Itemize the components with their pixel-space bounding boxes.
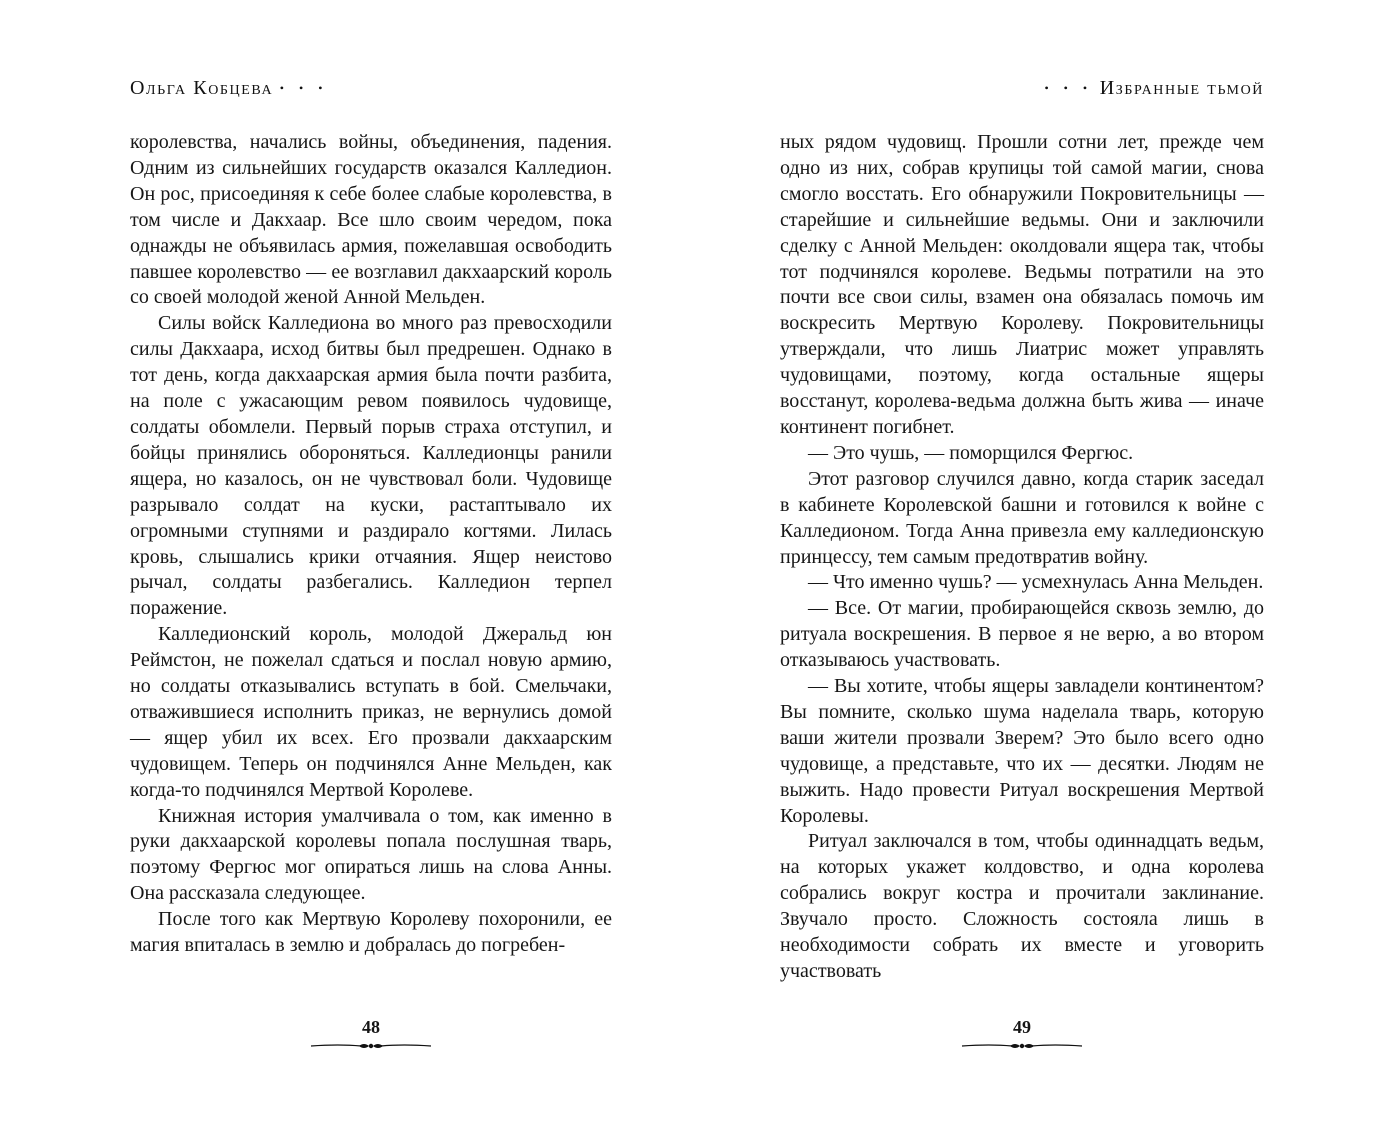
page-number: 49 xyxy=(1013,1017,1031,1037)
paragraph: Этот разговор случился давно, когда старик заседал в кабинете Королевской башни и готовился к войне с Калледионом. Тогда Анна привезла ему калледионскую принцессу, тем самым предотвратив войну. xyxy=(780,467,1264,568)
paragraph: — Все. От магии, пробирающейся сквозь землю, до ритуала воскрешения. В первое я не верю, а во втором отказываюсь участвовать. xyxy=(780,597,1264,672)
flourish-ornament-icon xyxy=(960,1041,1084,1051)
page-number-block xyxy=(130,1017,612,1051)
paragraph: ных рядом чудовищ. Прошли сотни лет, прежде чем одно из них, собрав крупицы той самой магии, снова смогло восстать. Его обнаружили Покровительницы — старейшие и сильнейшие ведьмы. Они и заключили сделку с Анной Мельден: околдовали ящера так, чтобы тот подчинялся королеве. Ведьмы потратили на это почти все свои силы, взамен она обязалась помочь им воскресить Мертвую Королеву. Покровительницы утверждали, что лишь Лиатрис может управлять чудовищами, поэтому, когда остальные ящеры восстанут, королева-ведьма должна быть жива — иначе континент погибнет. xyxy=(780,131,1264,438)
book-title: Избранные тьмой xyxy=(1099,77,1264,99)
page-number-block xyxy=(780,1017,1264,1051)
running-head-author xyxy=(130,76,612,100)
paragraph: Ритуал заключался в том, чтобы одиннадцать ведьм, на которых укажет колдовство, и одна королева собрались вокруг костра и прочитали заклинание. Звучало просто. Сложность состояла лишь в необходимости собрать их вместе и уговорить участвовать xyxy=(780,830,1264,982)
flourish-ornament-icon xyxy=(309,1041,433,1051)
running-head-title xyxy=(780,76,1264,100)
right-page-text xyxy=(780,130,1264,985)
left-page xyxy=(130,0,612,1125)
paragraph: — Это чушь, — поморщился Фергюс. xyxy=(808,441,1134,464)
author-name: Ольга Кобцева xyxy=(130,77,274,99)
paragraph: Силы войск Калледиона во много раз превосходили силы Дакхаара, исход битвы был предрешен. Однако в тот день, когда дакхаарская армия была почти разбита, на поле с ужасающим ревом появилось чудовище, солдаты обомлели. Первый порыв страха отступил, и бойцы принялись обороняться. Калледионцы ранили ящера, но казалось, он не чувствовал боли. Чудовище разрывало солдат на куски, растаптывало их огромными ступнями и раздирало когтями. Лилась кровь, слышались крики отчаяния. Ящер неистово рычал, солдаты разбегались. Калледион терпел поражение. xyxy=(130,312,612,620)
left-page-text xyxy=(130,130,612,959)
paragraph: королевства, начались войны, объединения, падения. Одним из сильнейших государств оказался Калледион. Он рос, присоединяя к себе более слабые королевства, в том числе и Дакхаар. Все шло своим чередом, пока однажды не объявилась армия, пожелавшая освободить павшее королевство — ее возглавил дакхаарский король со своей молодой женой Анной Мельден. xyxy=(130,131,612,309)
page-number: 48 xyxy=(362,1017,380,1037)
paragraph: — Что именно чушь? — усмехнулась Анна Мельден. xyxy=(808,571,1264,594)
ornament-dots: • • • xyxy=(279,81,329,95)
paragraph: Калледионский король, молодой Джеральд юн Реймстон, не пожелал сдаться и послал новую армию, но солдаты отказывались вступать в бой. Смельчаки, отважившиеся исполнить приказ, не вернулись домой — ящер убил их всех. Его прозвали дакхаарским чудовищем. Теперь он подчинялся Анне Мельден, как когда-то подчинялся Мертвой Королеве. xyxy=(130,623,612,801)
paragraph: — Вы хотите, чтобы ящеры завладели континентом? Вы помните, сколько шума наделала тварь, которую ваши жители прозвали Зверем? Это было всего одно чудовище, а представьте, что их — десятки. Людям не выжить. Надо провести Ритуал воскрешения Мертвой Королевы. xyxy=(780,675,1264,827)
paragraph: Книжная история умалчивала о том, как именно в руки дакхаарской королевы попала послушная тварь, поэтому Фергюс мог опираться лишь на слова Анны. Она рассказала следующее. xyxy=(130,804,612,905)
ornament-dots: • • • xyxy=(1044,81,1094,95)
paragraph: После того как Мертвую Королеву похоронили, ее магия впиталась в землю и добралась до погребен- xyxy=(130,908,612,957)
right-page xyxy=(780,0,1264,1125)
